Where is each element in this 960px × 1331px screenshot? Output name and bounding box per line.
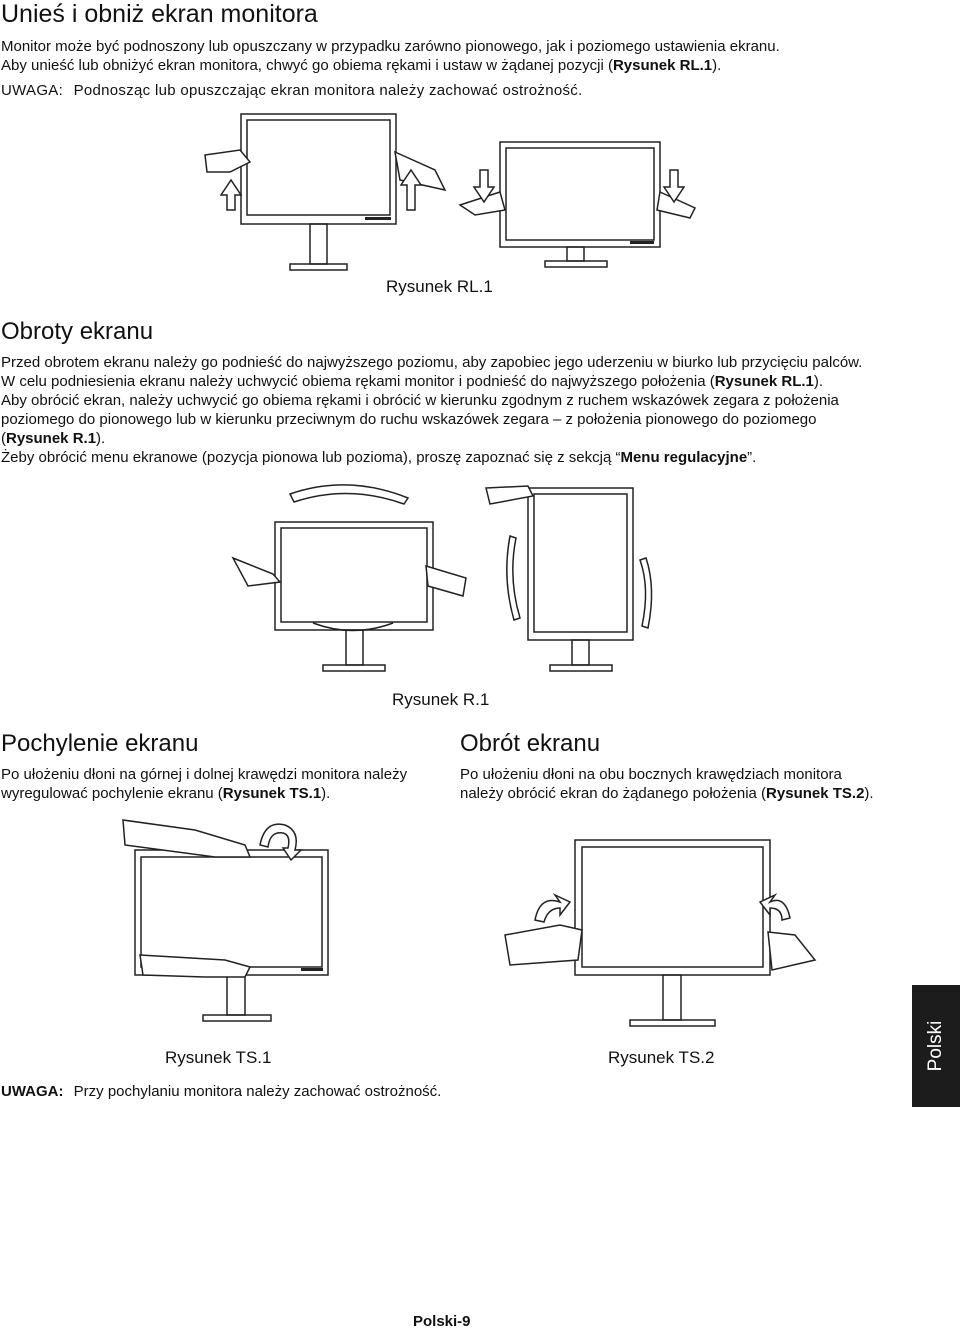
section-title-rotation: Obroty ekranu [1,318,154,345]
section-raise-lower-body [1,37,921,75]
figure-reference: Rysunek RL.1 [612,57,713,74]
figure-reference: Rysunek R.1 [6,430,97,447]
section-title-tilt: Pochylenie ekranu [1,730,199,757]
body-line: należy obrócić ekran do żądanego położenia (Rysunek TS.2). [460,785,874,802]
body-line: Po ułożeniu dłoni na obu bocznych krawędziach monitora [460,766,842,783]
section-reference: Menu regulacyjne [620,449,748,466]
body-line: Aby unieść lub obniżyć ekran monitora, chwyć go obiema rękami i ustaw w żądanej pozycji (Rysunek RL.1). [1,57,722,74]
body-line: W celu podniesienia ekranu należy uchwycić obiema rękami monitor i podnieść do najwyższego położenia (Rysunek RL.1). [1,373,824,390]
figure-reference: Rysunek TS.2 [766,785,865,802]
body-line: wyregulować pochylenie ekranu (Rysunek TS.1). [1,785,331,802]
body-line: poziomego do pionowego lub w kierunku przeciwnym do ruchu wskazówek zegara – z położenia pionowego do poziomego [1,411,817,428]
note-text: Przy pochylaniu monitora należy zachować ostrożność. [73,1083,442,1100]
body-line: (Rysunek R.1). [1,430,106,447]
note-text: Podnosząc lub opuszczając ekran monitora należy zachować ostrożność. [73,82,583,99]
figure-ts1-illustration [115,815,330,1030]
section-title-raise-lower: Unieś i obniż ekran monitora [1,0,318,28]
body-line: Przed obrotem ekranu należy go podnieść do najwyższego poziomu, aby zapobiec jego uderzeniu w biurko lub przycięciu palców. [1,354,863,371]
figure-caption: Rysunek R.1 [392,690,490,709]
language-tab [912,985,960,1107]
section-tilt-body [1,765,441,803]
body-line: Po ułożeniu dłoni na górnej i dolnej krawędzi monitora należy [1,766,408,783]
figure-caption: Rysunek TS.2 [608,1048,715,1067]
note-tilt [1,1082,441,1101]
page-number: Polski-9 [413,1313,471,1330]
body-line: Aby obrócić ekran, należy uchwycić go obiema rękami i obrócić w kierunku zgodnym z ruchem wskazówek zegara z położenia [1,392,839,409]
figure-caption: Rysunek RL.1 [386,277,493,296]
figure-r1-illustration [228,478,668,678]
note-label: UWAGA: [1,1083,64,1100]
note-raise-lower [1,81,583,100]
section-title-swivel: Obrót ekranu [460,730,601,757]
figure-ts2-illustration [500,840,810,1030]
note-label: UWAGA: [1,82,64,99]
figure-reference: Rysunek RL.1 [714,373,814,390]
figure-caption: Rysunek TS.1 [165,1048,272,1067]
body-line: Monitor może być podnoszony lub opuszczany w przypadku zarówno pionowego, jak i poziomego ustawienia ekranu. [1,38,780,55]
language-tab-label: Polski [925,1020,946,1072]
section-rotation-body [1,353,921,467]
figure-rl1-illustration [195,110,695,275]
section-swivel-body [460,765,900,803]
figure-reference: Rysunek TS.1 [222,785,322,802]
body-line: Żeby obrócić menu ekranowe (pozycja pionowa lub pozioma), proszę zapoznać się z sekcją “Menu regulacyjne”. [1,449,757,466]
